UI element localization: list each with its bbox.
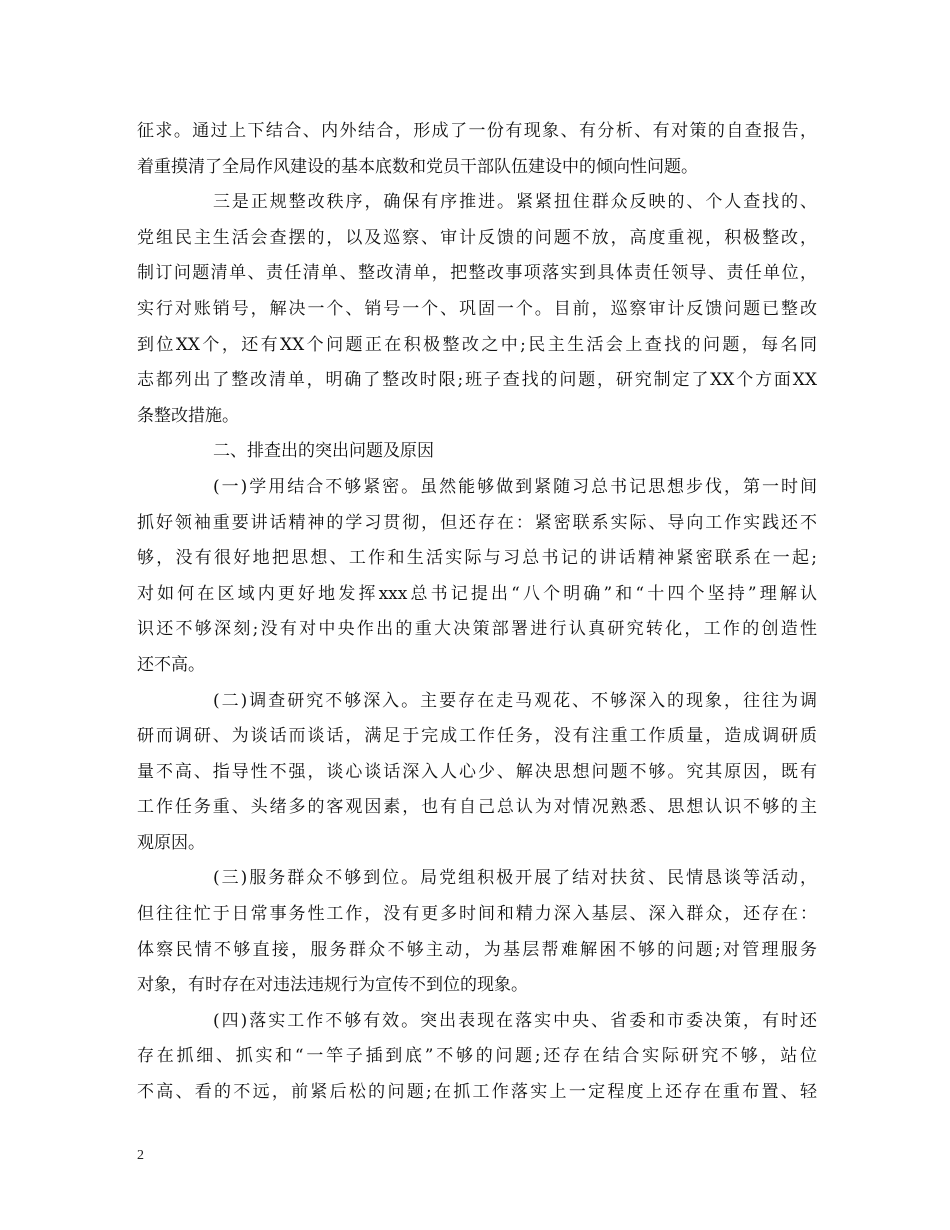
text-line: 着重摸清了全局作风建设的基本底数和党员干部队伍建设中的倾向性问题。 [137,156,698,177]
text-line: 三是正规整改秩序，确保有序推进。紧紧扭住群众反映的、个人查找的、 [213,192,817,213]
text-line: 抓好领袖重要讲话精神的学习贯彻，但还存在：紧密联系实际、导向工作实践还不 [137,512,817,533]
text-line: 制订问题清单、责任清单、整改清单，把整改事项落实到具体责任领导、责任单位， [137,263,817,284]
text-line: 对如何在区域内更好地发挥xxx总书记提出“八个明确”和“十四个坚持”理解认 [137,583,817,604]
text-line: 到位XX个，还有XX个问题正在积极整改之中;民主生活会上查找的问题，每名同 [137,334,817,355]
text-line: 存在抓细、抓实和“一竿子插到底”不够的问题;还存在结合实际研究不够，站位 [137,1046,817,1067]
text-line: 条整改措施。 [137,405,239,426]
text-line: 研而调研、为谈话而谈话，满足于完成工作任务，没有注重工作质量，造成调研质 [137,726,817,747]
text-line: 实行对账销号，解决一个、销号一个、巩固一个。目前，巡察审计反馈问题已整改 [137,298,817,319]
text-line: 不高、看的不远，前紧后松的问题;在抓工作落实上一定程度上还存在重布置、轻 [137,1082,817,1103]
text-line: 但往往忙于日常事务性工作，没有更多时间和精力深入基层、深入群众，还存在： [137,904,817,925]
text-line: 体察民情不够直接，服务群众不够主动，为基层帮难解困不够的问题;对管理服务 [137,939,817,960]
text-line: 还不高。 [137,654,205,675]
text-line: 志都列出了整改清单，明确了整改时限;班子查找的问题，研究制定了XX个方面XX [137,370,817,391]
body-text [137,114,817,1111]
text-line: 观原因。 [137,832,205,853]
text-line: 量不高、指导性不强，谈心谈话深入人心少、解决思想问题不够。究其原因，既有 [137,761,817,782]
text-line: 工作任务重、头绪多的客观因素，也有自己总认为对情况熟悉、思想认识不够的主 [137,797,817,818]
text-line: (二)调查研究不够深入。主要存在走马观花、不够深入的现象，往往为调 [213,690,817,711]
page-number: 2 [137,1148,144,1163]
text-line: 对象，有时存在对违法违规行为宣传不到位的现象。 [137,975,528,996]
text-line: (三)服务群众不够到位。局党组积极开展了结对扶贫、民情恳谈等活动， [213,868,817,889]
text-line: 征求。通过上下结合、内外结合，形成了一份有现象、有分析、有对策的自查报告， [137,121,817,141]
text-line: 识还不够深刻;没有对中央作出的重大决策部署进行认真研究转化，工作的创造性 [137,619,817,640]
text-line: (四)落实工作不够有效。突出表现在落实中央、省委和市委决策，有时还 [213,1010,817,1031]
text-line: 党组民主生活会查摆的，以及巡察、审计反馈的问题不放，高度重视，积极整改， [137,227,817,248]
text-line: (一)学用结合不够紧密。虽然能够做到紧随习总书记思想步伐，第一时间 [213,476,817,497]
text-line: 二、排查出的突出问题及原因 [213,441,434,462]
text-line: 够，没有很好地把思想、工作和生活实际与习总书记的讲话精神紧密联系在一起; [137,548,817,569]
